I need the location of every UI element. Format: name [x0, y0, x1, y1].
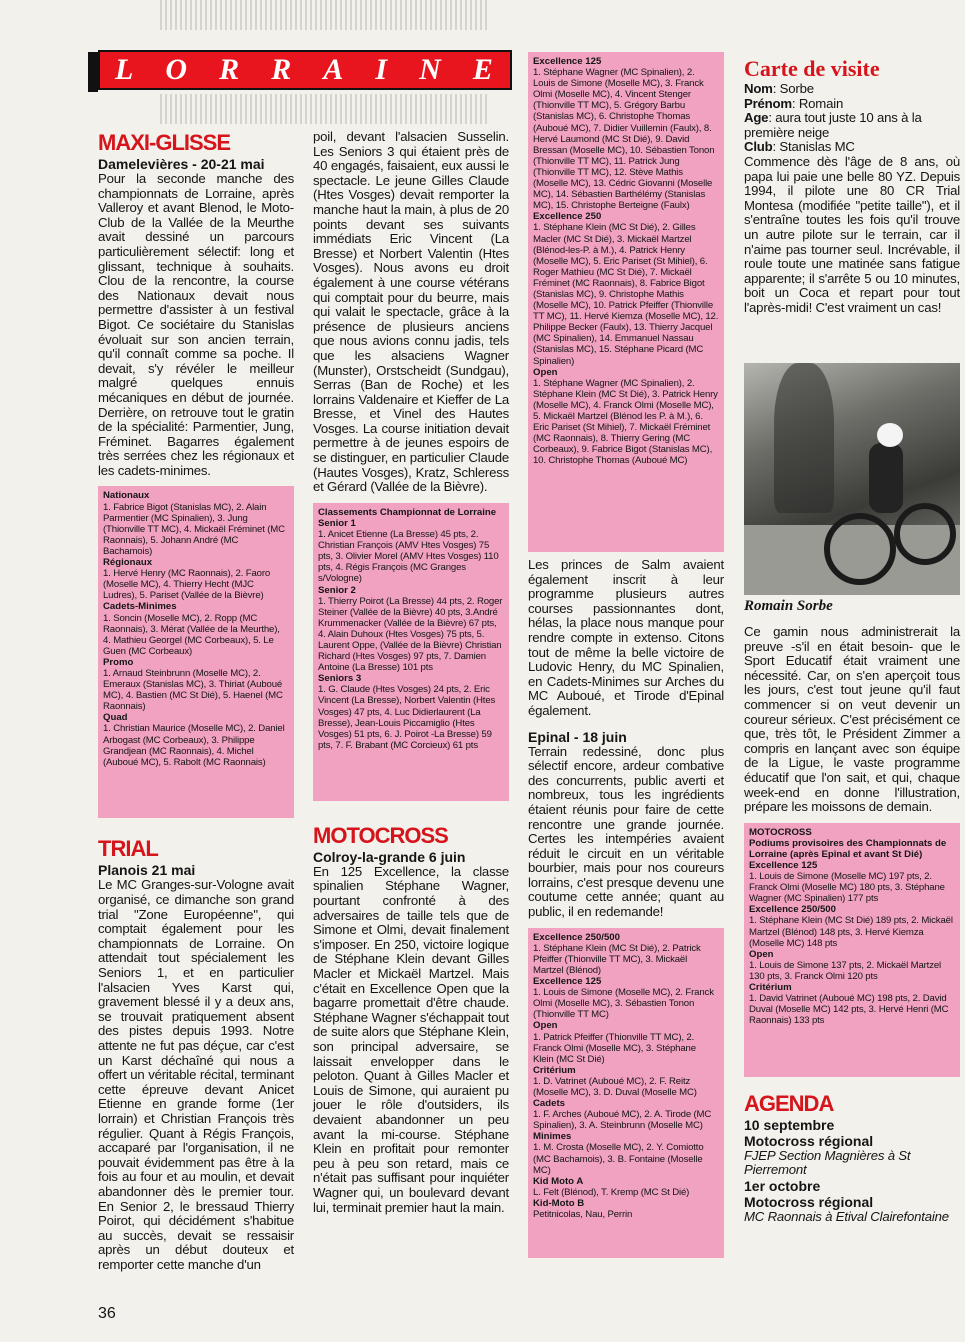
results-text: 1. Fabrice Bigot (Stanislas MC), 2. Alain Parmentier (MC Spinalien), 3. Jung (Thionville TT MC), 4. Mickaël Fréminet (MC Raonnais), 5. Johann André (MC Bachamois) — [103, 501, 285, 557]
agenda-event-2-date: 1er octobre — [744, 1177, 821, 1194]
results-heading: Senior 1 — [318, 517, 356, 529]
motocross-subtitle: Colroy-la-grande 6 juin — [313, 848, 466, 865]
results-text: 1. Louis de Simone (Moselle MC), 2. Franck Olmi (Moselle MC), 3. Sébastien Tonon (Thionville TT MC) — [533, 987, 714, 1021]
nom-label: Nom — [744, 81, 773, 96]
carte-age — [744, 111, 960, 140]
results-heading: Senior 2 — [318, 584, 356, 596]
colroy-results-box — [528, 52, 724, 552]
maxi-glisse-title: MAXI-GLISSE — [98, 130, 231, 155]
results-text: 1. Hervé Henry (MC Raonnais), 2. Faoro (Moselle MC), 4. Thierry Hecht (MJC Ludres), 5. Pariset (Vallée de la Bièvre) — [103, 568, 271, 602]
results-text: 1. Arnaud Steinbrunn (Moselle MC), 2. Emeraux (Stanislas MC), 3. Thiriat (Auboué MC), 4. Bastien (MC St Dié), 5. Haenel (MC Raonnais) — [103, 667, 283, 713]
results-heading: Podiums provisoires des Championnats de Lorraine (après Epinal et avant St Dié) — [749, 837, 947, 860]
agenda-title: AGENDA — [744, 1090, 834, 1116]
results-text: 1. Louis de Simone (Moselle MC) 197 pts, 2. Franck Olmi (Moselle MC) 180 pts, 3. Stéphane Wagner (MC Spinalien) 177 pts — [749, 871, 945, 905]
results-heading: Open — [533, 1020, 558, 1032]
results-heading: Excellence 125 — [749, 860, 818, 871]
carte-nom — [744, 82, 960, 97]
epinal-results-box — [528, 928, 724, 1258]
trial-title: TRIAL — [98, 836, 158, 862]
results-text: 1. Thierry Poirot (La Bresse) 44 pts, 2. Roger Steiner (Vallée de la Bièvre) 40 pts, 3.André Krummenacker (Vallée de la Bièvre) 67 pts, 4. Alain Duhoux (Htes Vosges) 75 pts, 5. Laurent Oppe, (Vallée de la Bièvre) Christian Richard (Htes Vosges) 97 pts, 7. Damien Antoine (La Bresse) 101 pts — [318, 595, 503, 674]
agenda-event-1-type: Motocross régional — [744, 1132, 874, 1149]
banner-letter: E — [472, 53, 495, 86]
trial-body: Le MC Granges-sur-Vologne avait organisé, ce dimanche son grand trial "Zone Européenne", qui comptait également pour les championnats de Lorraine. On attendait tout spécialement les Seniors 1, et en particulier l'alsacien Yves Karst qui, gravement blessé il y a deux ans, se trouvait pratiquement absent des pistes depuis 1993. Notre attente ne fut pas déçue, car c'est un Karst déchaîné qui nous a offert un véritable récital, terminant cette épreuve devant Anicet Etienne en grande forme (1er lorrain) et Christian François très régulier. Quant à Régis François, accaparé par l'organisation, il ne pouvait évidemment pas être à la fois au four et au moulin, et devait abandonner dès le premier tour. En Senior 2, le bressaud Thierry Poirot, qui décidément s'habitue au succès, devait se ressaisir après un début douteux et remporter cette manche d'un — [98, 877, 294, 1272]
results-text: 1. Stéphane Klein (MC St Dié) 189 pts, 2. Mickaël Martzel (Blénod) 148 pts, 3. Hervé Kiemza (Moselle MC) 148 pts — [749, 915, 953, 949]
results-text: 1. Stéphane Klein (MC St Dié), 2. Gilles Macler (MC St Dié), 3. Mickaël Martzel (Blénod-les-P. à M.), 4. Patrick Henry (Moselle MC), 5. Eric Pariset (St Mihiel), 6. Roger Mathieu (MC St Dié), 7. Mickaël Fréminet (MC Raonnais), 8. Fabrice Bigot (Stanislas MC), 9. Christophe Mathis (Moselle MC), 10. Patrick Pfeiffer (Thionville TT MC), 11. Hervé Kiemza (Moselle MC), 12. Philippe Becker (Faulx), 13. Thierry Jacquel (MC Spinalien), 14. Emmanuel Nassau (Stanislas MC), 15. Stéphane Picard (MC Spinalien) — [533, 222, 719, 367]
results-heading: Excellence 125 — [533, 56, 602, 67]
photo-tree — [774, 363, 834, 513]
results-heading: Excellence 250/500 — [533, 931, 620, 943]
page-number: 36 — [98, 1305, 116, 1322]
trial-subtitle: Planois 21 mai — [98, 862, 196, 879]
results-heading: Excellence 125 — [533, 976, 602, 988]
age-value: : aura tout juste 10 ans à la première neige — [744, 110, 922, 140]
column-4-lower — [744, 598, 960, 1225]
results-text: Petitnicolas, Nau, Perrin — [533, 1209, 633, 1220]
epinal-body: Terrain redessiné, donc plus sélectif encore, ardeur combative des concurrents, public averti et nombreux, tous les ingrédients étaient réunis pour faire de cette rencontre une grande journée. Certes les intempéries avaient réduit le circuit en un véritable bourbier, mais pour nos coureurs lorrains, c'est presque devenu une coutume cette année; quant au public, il en redemande! — [528, 743, 724, 920]
results-text: 1. G. Claude (Htes Vosges) 24 pts, 2. Eric Vincent (La Bresse), Norbert Valentin (Htes Vosges) 47 pts, 4. Luc Didierlaurent (La Bresse), Jean-Louis Piccamiglio (Htes Vosges) 51 pts, 6. J. Poirot -La Bresse) 59 pts, 7. F. Brabant (MC Corcieux) 61 pts — [318, 684, 496, 751]
maxi-glisse-results-box — [98, 486, 294, 818]
results-text: 1. Christian Maurice (Moselle MC), 2. Daniel Arbogast (MC Corbeaux), 3. Philippe Grandjean (MC Raonnais), 4. Michel (Auboué MC), 5. Rabolt (MC Raonnais) — [103, 723, 285, 768]
banner-letter: N — [419, 53, 443, 86]
results-heading: Critérium — [533, 1064, 576, 1076]
maxi-glisse-body: Pour la seconde manche des championnats de Lorraine, après Valleroy et avant Blenod, le Moto-Club de la Vallée de la Meurthe avait dessiné un parcours particulièrement sélectif: long et glissant, technique à souhaits. Clou de la rencontre, la course des Nationaux devait nous permettre d'assister à un festival Bigot. Ce sociétaire du Stanislas évoluait sur son ancien terrain, qu'il connaît comme sa poche. Il devait, s'y révéler le meilleur malgré quelques ennuis mécaniques en début de journée. Derrière, on retrouve tout le gratin de la spécialité: Parmentier, Jung, Fréminet. Bagarres également très serrées chez les régionaux et les cadets-minimes. — [98, 171, 294, 478]
motocross-body: En 125 Excellence, la classe spinalien Stéphane Wagner, pourtant confronté à des adversaires de taille tels que de Simone et Olmi, devait finalement s'imposer. En 250, victoire logique de Stéphane Klein devant Gilles Macler et Mickaël Martzel. Mais c'était en Excellence Open que la bagarre promettait d'être chaude. Stéphane Wagner s'échappait tout de suite alors que Stéphane Klein, son principal adversaire, se laissait envelopper dans le peloton. Quant à Gilles Macler et Louis de Simone, qui auraient pu jouer le rôle d'outsiders, ils devaient abandonner un peu avant la mi-course. Stéphane Klein en profitait pour remonter peu à peu son retard, mais ce n'était pas suffisant pour inquiéter Wagner qui, un boulevard devant lui, terminait premier haut la main. — [313, 863, 509, 1215]
photo-front-wheel — [824, 513, 896, 585]
results-heading: Promo — [103, 656, 134, 668]
carte-club — [744, 140, 960, 155]
podium-box — [744, 823, 960, 1077]
maxi-glisse-subtitle: Damelevières - 20-21 mai — [98, 156, 265, 172]
results-text: 1. Soncin (Moselle MC), 2. Ropp (MC Raonnais), 3. Mérat (Vallée de la Meurthe), 4. Mathieu Georgel (MC Corbeaux), 5. Le Guen (MC Corbeaux) — [103, 612, 280, 657]
carte-body-2: Ce gamin nous administrerait la preuve -s'il en était besoin- que le Sport Educatif était vraiment une nécessité. Car, on s'en aperçoit tous les jours, c'est tout jeune qu'il faut commencer si on veut devenir un coureur sérieux. C'est précisément ce que, très tôt, le Président Zimmer a compris en lançant avec son équipe de la Ligue, le vaste programme éducatif que l'on sait, et qui, chaque week-end en donne l'illustration, prépare les moissons de demain. — [744, 624, 960, 815]
motocross-title: MOTOCROSS — [313, 822, 448, 848]
photo-rear-wheel — [894, 503, 956, 565]
col3-body: Les princes de Salm avaient également inscrit à leur programme plusieurs autres courses passionnantes dont, hélas, la place nous manque pour rendre compte in extenso. Citons tout de même la belle victoire de Ludovic Henry, du MC Spinalien, en Cadets-Minimes sur Arches du MC Auboué, et Tirode d'Epinal également. — [528, 557, 724, 718]
section-banner — [98, 50, 512, 90]
results-text: 1. Stéphane Wagner (MC Spinalien), 2. Stéphane Klein (MC St Dié), 3. Patrick Henry (Moselle MC), 4. Franck Olmi (Moselle MC), 5. Mickaël Martzel (Blénod les P. à M.), 6. Eric Pariset (St Mihiel), 7. Mickaël Fréminet (MC Raonnais), 8. Thierry Gering (MC Corbeaux), 9. Fabrice Bigot (Stanislas MC), 10. Christophe Thomas (Auboué MC) — [533, 377, 718, 467]
photo-caption: Romain Sorbe — [744, 598, 833, 614]
carte-prenom — [744, 97, 960, 112]
results-text: 1. Stéphane Klein (MC St Dié), 2. Patrick Pfeiffer (Thionville TT MC), 3. Mickaël Martzel (Blénod) — [533, 942, 701, 976]
banner-letter: I — [375, 53, 390, 86]
agenda-event-1-where: FJEP Section Magnières à St Pierremont — [744, 1147, 911, 1178]
banner-texture-top — [160, 0, 490, 30]
banner-letter: R — [271, 53, 294, 86]
banner-letter: A — [323, 53, 346, 86]
results-text: L. Felt (Blénod), T. Kremp (MC St Dié) — [533, 1186, 690, 1198]
results-text: 1. Anicet Etienne (La Bresse) 45 pts, 2. Christian François (AMV Htes Vosges) 75 pts, 3. Olivier Morel (AMV Htes Vosges) 110 pts, 4. Régis François (MC Granges s/Vologne) — [318, 529, 499, 585]
banner-letter: L — [115, 53, 136, 86]
photo-rider — [869, 443, 903, 513]
banner-letter: O — [165, 53, 190, 86]
results-text: 1. Stéphane Wagner (MC Spinalien), 2. Louis de Simone (Moselle MC), 3. Franck Olmi (Moselle MC), 4. Vincent Stenger (Thionville TT MC), 5. Grégory Barbu (Stanislas MC), 6. Christophe Thomas (Auboué MC), 7. Didier Vuillemin (Faulx), 8. Hervé Laumond (MC St Dié), 9. David Bressan (Moselle MC), 10. Sébastien Tonon (Thionville TT MC), 11. Patrick Jung (Thionville TT MC), 12. Stève Mathis (Moselle MC), 13. Cédric Giovanni (Moselle MC), 14. Sébastien Barthélémy (Stanislas MC), 15. Christophe Berteigne (Faulx) — [533, 67, 715, 212]
results-heading: Open — [533, 366, 558, 378]
results-heading: Open — [749, 948, 774, 960]
age-label: Age — [744, 110, 769, 126]
trial-results-box — [313, 503, 509, 801]
rider-photo — [744, 363, 960, 595]
club-value: : Stanislas MC — [772, 139, 855, 155]
results-heading: Cadets — [533, 1098, 565, 1110]
agenda-event-2-type: Motocross régional — [744, 1193, 874, 1210]
prenom-value: : Romain — [791, 95, 844, 111]
results-heading: Minimes — [533, 1131, 572, 1143]
column-2 — [313, 130, 509, 1215]
results-heading: Kid-Moto B — [533, 1197, 585, 1209]
results-text: 1. D. Vatrinet (Auboué MC), 2. F. Reitz (Moselle MC), 3. D. Duval (Moselle MC) — [533, 1075, 697, 1098]
trial-body-continued: poil, devant l'alsacien Susselin. Les Seniors 3 qui étaient près de 40 engagés, faisaient, eux aussi le spectacle. Le jeune Gilles Claude (Htes Vosges) devait remporter la manche haut la main, à plus de 20 points devant ses suivants immédiats Eric Vincent (La Bresse) et Norbert Valentin (Htes Vosges). Nous avons eu droit également à une course vétérans qui comptait pour du beurre, mais qui valait le spectacle, grâce à la présence de plusieurs anciens que nous avions connu jadis, tels que les alsaciens Wagner (Munster), Orstscheidt (Sundgau), Serras (Ban de Roche) et les lorrains Valdenaire et Kieffer de La Bresse, et Vinel des Hautes Vosges. La course initiation devait permettre à de jeunes espoirs de se distinguer, en particulier Claude (Hautes Vosges), Kratz, Schleress et Gérard (Vallée de la Bièvre). — [313, 129, 509, 495]
results-text: 1. F. Arches (Auboué MC), 2. A. Tirode (MC Spinalien), 3. A. Steinbrunn (Moselle MC) — [533, 1109, 712, 1132]
column-3 — [528, 52, 724, 1258]
prenom-label: Prénom — [744, 95, 792, 111]
results-heading: Critérium — [749, 982, 792, 994]
photo-helmet — [877, 423, 903, 447]
nom-value: : Sorbe — [772, 81, 814, 96]
results-heading: Quad — [103, 712, 128, 724]
agenda-event-2-where: MC Raonnais à Etival Clairefontaine — [744, 1208, 949, 1224]
epinal-subtitle: Epinal - 18 juin — [528, 728, 627, 745]
results-heading: Kid Moto A — [533, 1175, 584, 1187]
column-1 — [98, 130, 294, 1273]
carte-body: Commence dès l'âge de 8 ans, où papa lui paie une belle 80 YZ. Depuis 1994, il pilote une 80 CR Trial Montesa (modifiée "petite taille"), et il s'entraîne toutes les fois qu'il trouve un autre pilote sur le terrain, car il n'aime pas tourner seul. Incrévable, il roule toute une matinée sans fatigue apparente; il s'arrête 5 ou 10 minutes, boit un Coca et repart pour tout l'après-midi! C'est vraiment un cas! — [744, 153, 960, 315]
banner-shadow — [88, 52, 98, 92]
results-heading: Classements Championnat de Lorraine — [318, 506, 497, 518]
results-heading: Excellence 250/500 — [749, 904, 836, 916]
club-label: Club — [744, 139, 773, 155]
results-text: 1. M. Crosta (Moselle MC), 2. Y. Comiotto (MC Bachamois), 3. B. Fontaine (Moselle MC) — [533, 1142, 704, 1176]
results-heading: Régionaux — [103, 557, 153, 569]
results-heading: Cadets-Minimes — [103, 601, 177, 613]
banner-letter: R — [219, 53, 242, 86]
agenda-event-1-date: 10 septembre — [744, 1116, 835, 1133]
results-heading: Nationaux — [103, 490, 150, 502]
banner-texture-bottom — [160, 94, 490, 124]
carte-title: Carte de visite — [744, 56, 880, 81]
results-text: 1. Patrick Pfeiffer (Thionville TT MC), 2. Franck Olmi (Moselle MC), 3. Stéphane Klein (MC St Dié) — [533, 1031, 696, 1065]
column-4 — [744, 56, 960, 316]
results-text: 1. Louis de Simone 137 pts, 2. Mickaël Martzel 130 pts, 3. Franck Olmi 120 pts — [749, 959, 942, 982]
results-heading: Seniors 3 — [318, 673, 362, 685]
results-heading: Excellence 250 — [533, 211, 602, 223]
results-heading: MOTOCROSS — [749, 826, 812, 838]
results-text: 1. David Vatrinet (Auboué MC) 198 pts, 2. David Duval (Moselle MC) 142 pts, 3. Hervé Henri (MC Raonnais) 133 pts — [749, 993, 949, 1027]
